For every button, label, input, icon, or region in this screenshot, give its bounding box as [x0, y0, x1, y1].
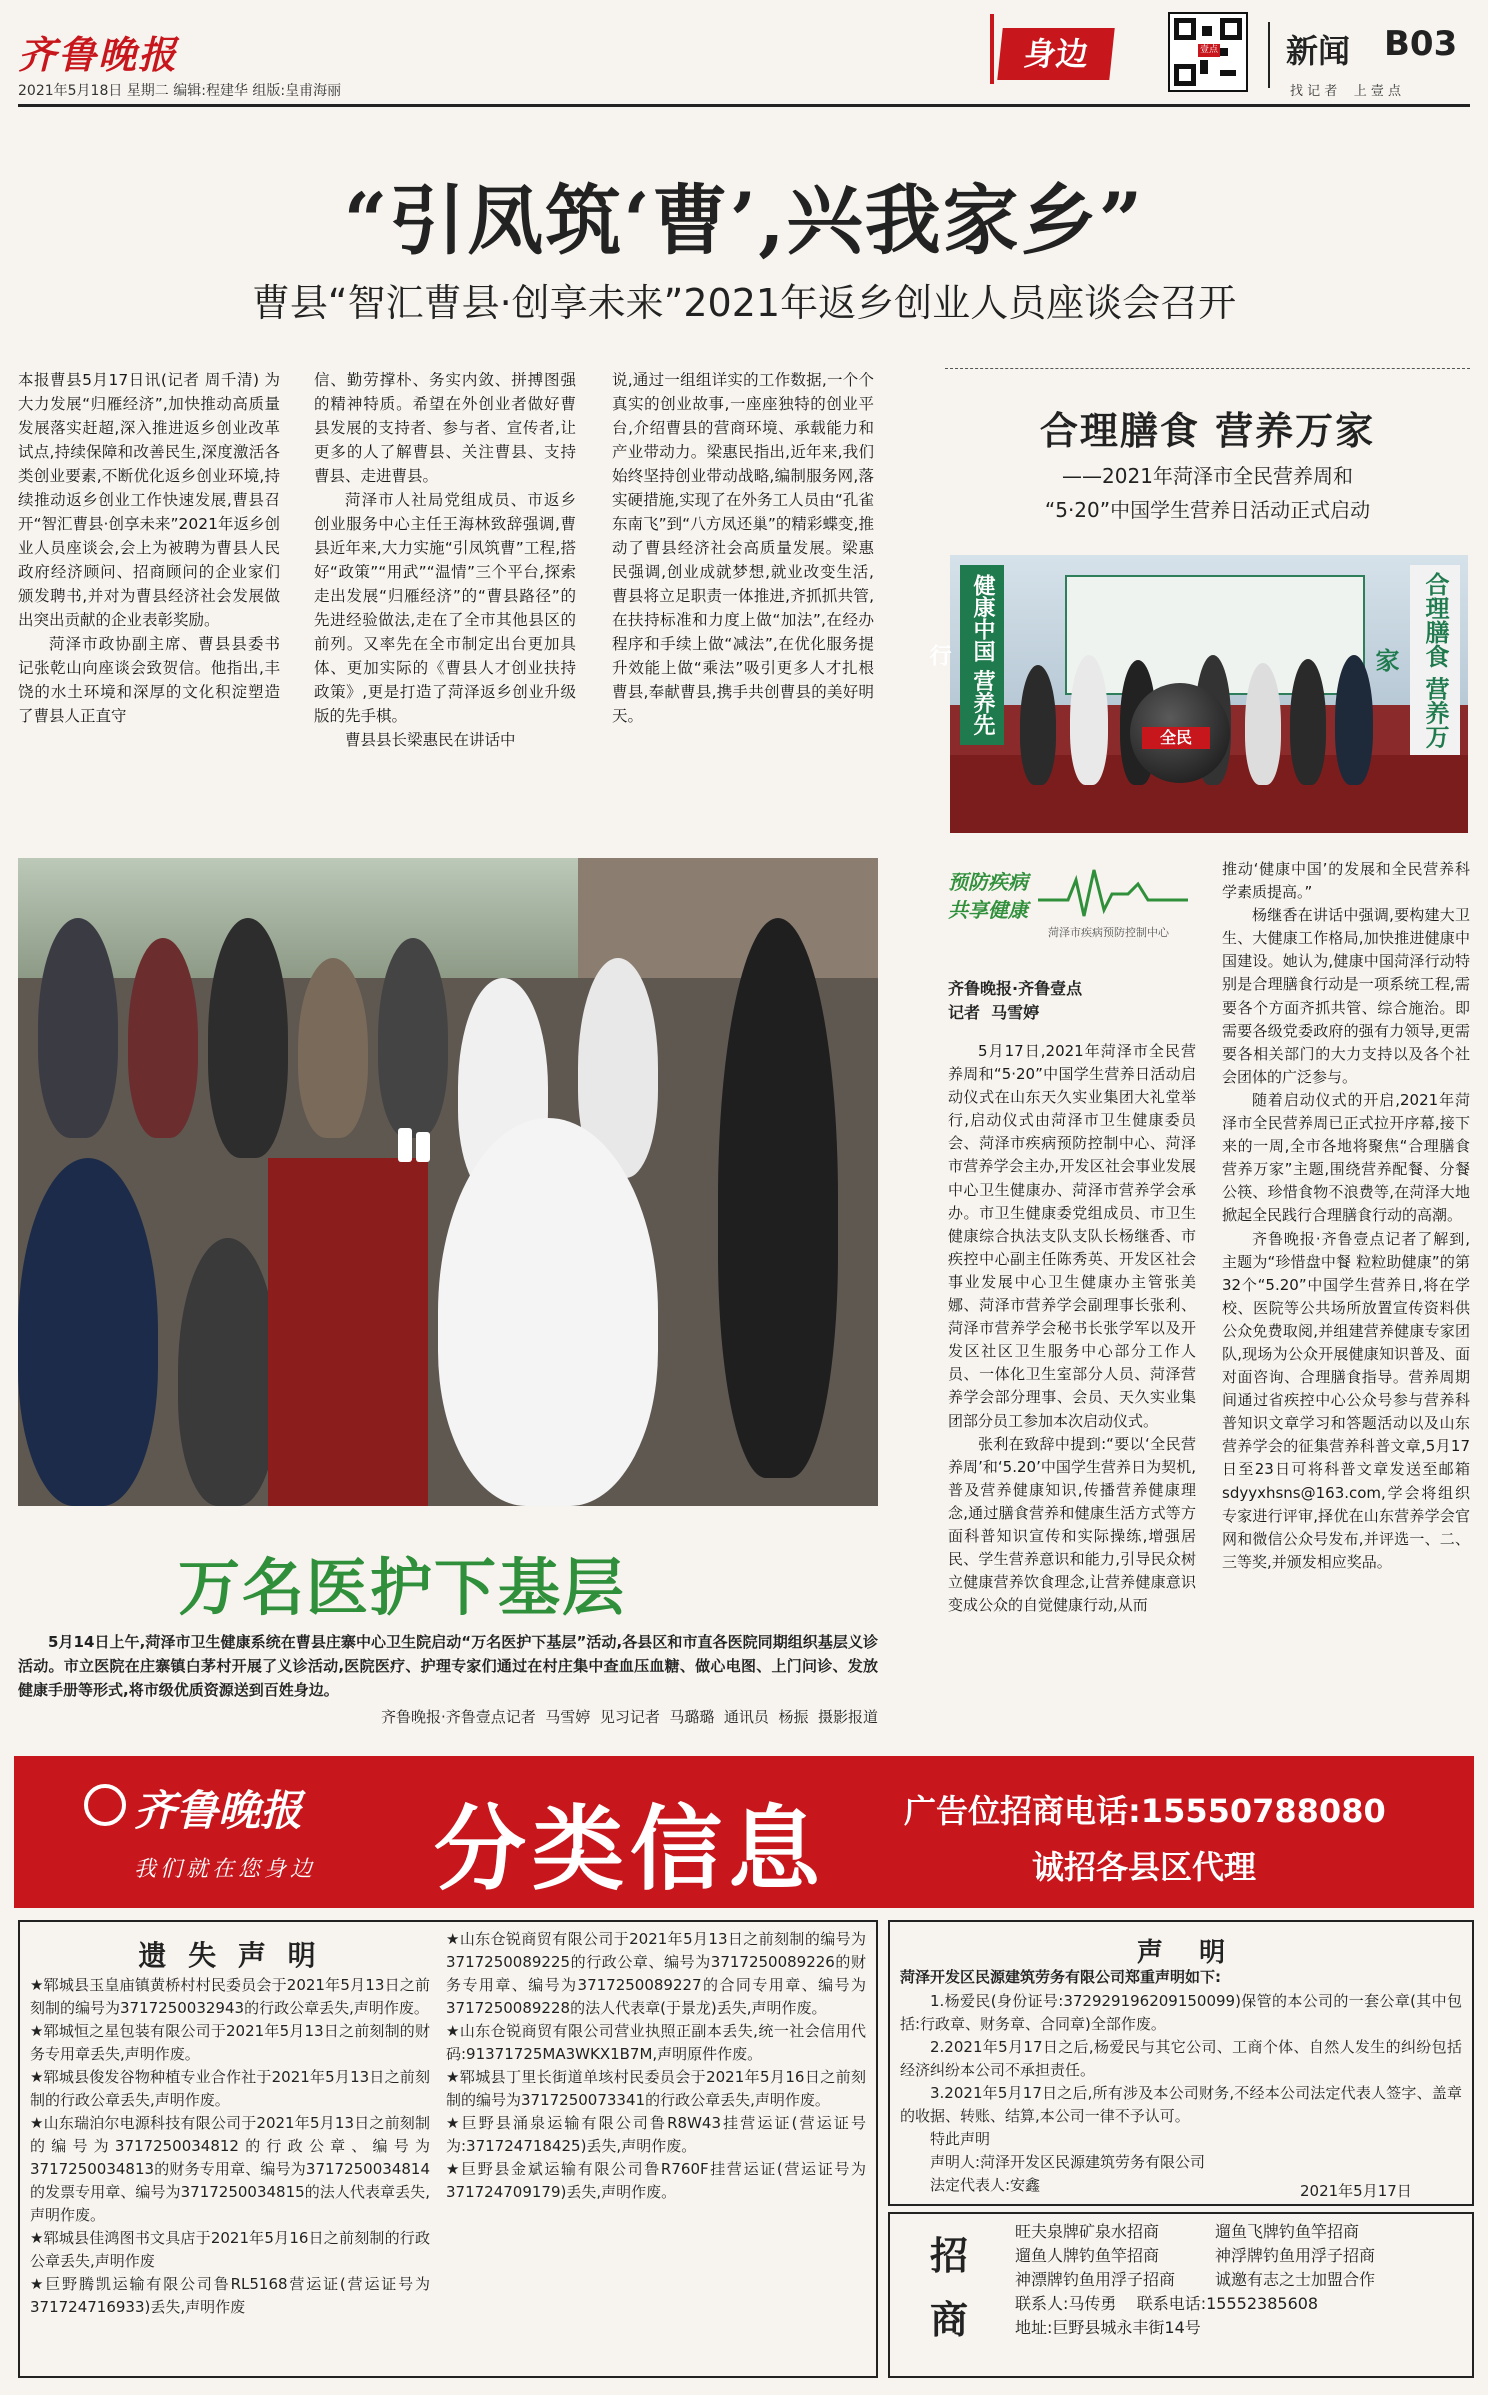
lost-col1 [30, 1974, 430, 2374]
header-rule [18, 104, 1470, 107]
recruit-row [1015, 2244, 1465, 2268]
lost-notice-title: 遗 失 声 明 [138, 1939, 322, 1972]
statement-head: 菏泽开发区民源建筑劳务有限公司郑重声明如下: [900, 1968, 1222, 1986]
article2-top-rule [945, 368, 1470, 369]
statement-items [900, 1990, 1462, 2197]
logo-caption: 菏泽市疾病预防控制中心 [1048, 926, 1169, 939]
paragraph: 杨继香在讲话中强调,要构建大卫生、大健康工作格局,加快推进健康中国建设。她认为,健康中国菏泽行动特别是合理膳食行动是一项系统工程,需要各个方面齐抓共管、综合施治。即需要各级党委政府的强有力领导,更需要各相关部门的大力支持以及各个社会团体的广泛参与。 [1222, 906, 1470, 1086]
section-accent-bar [990, 14, 994, 84]
article2-title: 合理膳食 营养万家 [1039, 409, 1376, 453]
article2-subtitle-1: ——2021年菏泽市全民营养周和 [1062, 464, 1353, 488]
notice-item: ★巨野县涌泉运输有限公司鲁R8W43挂营运证(营运证号为:371724718425)丢失,声明作废。 [446, 2114, 866, 2155]
paragraph: 张利在致辞中提到:“要以‘全民营养周’和‘5.20’中国学生营养日为契机,普及营养健康知识,传播营养健康理念,通过膳食营养和健康生活方式等方面科普知识宣传和实际操练,增强居民、学生营养意识和能力,引导民众树立健康营养饮食理念,让营养健康意识变成公众的自觉健康行动,从而 [948, 1434, 1196, 1615]
statement-date: 2021年5月17日 [1300, 2182, 1412, 2200]
notice-item: ★山东瑞泊尔电源科技有限公司于2021年5月13日之前刻制的编号为3717250034812的行政公章、编号为3717250034813的财务专用章、编号为3717250034814的发票专用章、编号为3717250034815的法人代表章丢失,声明作废。 [30, 2114, 430, 2224]
statement-title: 声 明 [1136, 1938, 1226, 1968]
paragraph: 5月17日,2021年菏泽市全民营养周和“5·20”中国学生营养日活动启动仪式在山东天久实业集团大礼堂举行,启动仪式由菏泽市卫生健康委员会、菏泽市疾病预防控制中心、菏泽市营养学会主办,开发区社会事业发展中心卫生健康办、菏泽市营养学会承办。市卫生健康委党组成员、市卫生健康综合执法支队支队长杨继香、市疾控中心副主任陈秀英、开发区社会事业发展中心卫生健康办主管张美娜、菏泽市营养学会副理事长张利、菏泽市营养学会秘书长张学军以及开发区社区卫生服务中心部分工作人员、一体化卫生室部分人员、菏泽营养学会部分理事、会员、天久实业集团部分员工参加本次启动仪式。 [948, 1042, 1196, 1430]
article2-colA [948, 1040, 1196, 1617]
lost-col2 [446, 1928, 866, 2374]
article2-subtitle-2: “5·20”中国学生营养日活动正式启动 [1044, 498, 1371, 522]
recruit-list [1015, 2220, 1465, 2340]
notice-item: ★巨野县金斌运输有限公司鲁R760F挂营运证(营运证号为371724709179)丢失,声明作废。 [446, 2160, 866, 2201]
recruit-address: 地址:巨野县城永丰街14号 [1015, 2318, 1201, 2337]
statement-item: 1.杨爱民(身份证号:372929196209150099)保管的本公司的一套公章(其中包括:行政章、财务章、合同章)全部作废。 [900, 1992, 1462, 2033]
notice-item: ★郓城县俊发谷物种植专业合作社于2021年5月13日之前刻制的行政公章丢失,声明作废。 [30, 2068, 430, 2109]
classified-title: 分类信息 [434, 1796, 827, 1903]
paragraph: 说,通过一组组详实的工作数据,一个个真实的创业故事,一座座独特的创业平台,介绍曹县的营商环境、承载能力和产业带动力。梁惠民指出,近年来,我们始终坚持创业带动战略,编制服务网,落实硬措施,实现了在外务工人员由“孔雀东南飞”到“八方凤还巢”的精彩蝶变,推动了曹县经济社会高质量发展。梁惠民强调,创业成就梦想,就业改变生活,曹县将立足职责一体推进,齐抓抓共管,在扶持标准和力度上做“加法”,在经办程序和手续上做“减法”,在优化服务提升效能上做“乘法”吸引更多人才扎根曹县,奉献曹县,携手共创曹县的美好明天。 [612, 371, 874, 725]
recruit-item: 诚邀有志之士加盟合作 [1215, 2270, 1376, 2289]
qr-code[interactable] [1168, 12, 1248, 92]
masthead: 齐鲁晚报 [18, 32, 179, 77]
article1-col1 [18, 368, 280, 728]
paragraph: 推动‘健康中国’的发展和全民营养科学素质提高。” [1222, 860, 1470, 902]
byline-2: 记者 马雪婷 [948, 1003, 1040, 1022]
recruit-row [1015, 2268, 1465, 2292]
agent-recruit: 诚招各县区代理 [1032, 1848, 1257, 1886]
ceremony-photo [926, 555, 1468, 833]
statement-signer: 声明人:菏泽开发区民源建筑劳务有限公司 [930, 2153, 1206, 2171]
statement-legal: 法定代表人:安鑫 [930, 2176, 1041, 2194]
statement-special: 特此声明 [930, 2130, 991, 2148]
statement-item: 3.2021年5月17日之后,所有涉及本公司财务,不经本公司法定代表人签字、盖章的收据、转账、结算,本公司一律不予认可。 [900, 2084, 1462, 2125]
brand-mark-icon [84, 1784, 126, 1826]
notice-item: ★郓城县佳鸿图书文具店于2021年5月16日之前刻制的行政公章丢失,声明作废 [30, 2229, 430, 2270]
notice-item: ★郓城县丁里长街道单垓村民委员会于2021年5月16日之前刻制的编号为3717250073341的行政公章丢失,声明作废。 [446, 2068, 866, 2109]
recruit-item: 神浮牌钓鱼用浮子招商 [1215, 2246, 1376, 2265]
date-line: 2021年5月18日 星期二 编辑:程建华 组版:皇甫海丽 [18, 83, 342, 99]
photo-ball-text: 全民 [1142, 727, 1210, 749]
article1-col2 [314, 368, 576, 752]
notice-item: ★山东仓锐商贸有限公司于2021年5月13日之前刻制的编号为3717250089225的行政公章、编号为3717250089226的财务专用章、编号为3717250089227的合同专用章、编号为3717250089228的法人代表章(于景龙)丢失,声明作废。 [446, 1930, 866, 2017]
contact-line: 找 记 者 上 壹 点 [1290, 84, 1402, 99]
ad-hotline: 广告位招商电话:15550788080 [904, 1792, 1386, 1830]
article1-col3 [612, 368, 874, 728]
classified-banner [14, 1756, 1474, 1908]
page-number: B03 [1384, 24, 1458, 64]
recruit-item: 遛鱼飞牌钓鱼竿招商 [1215, 2222, 1360, 2241]
classified-logo: 齐鲁晚报 [134, 1786, 303, 1835]
headline-title: “引凤筑‘曹’,兴我家乡” [343, 176, 1145, 265]
article3-caption: 5月14日上午,菏泽市卫生健康系统在曹县庄寨中心卫生院启动“万名医护下基层”活动,各县区和市直各医院同期组织基层义诊活动。市立医院在庄寨镇白茅村开展了义诊活动,医院医疗、护理专家们通过在村庄集中查血压血糖、做心电图、上门问诊、发放健康手册等形式,将市级优质资源送到百姓身边。 [18, 1633, 878, 1699]
section-tag: 身边 [997, 28, 1114, 80]
notice-item: ★郓城县玉皇庙镇黄桥村村民委员会于2021年5月13日之前刻制的编号为3717250032943的行政公章丢失,声明作废。 [30, 1976, 430, 2017]
recruit-row [1015, 2220, 1465, 2244]
paragraph: 信、勤劳撑朴、务实内敛、拼搏图强的精神特质。希望在外创业者做好曹县发展的支持者、参与者、宣传者,让更多的人了解曹县、关注曹县、支持曹县、走进曹县。 [314, 371, 576, 485]
notice-item: ★巨野腾凯运输有限公司鲁RL5168营运证(营运证号为371724716933)丢失,声明作废 [30, 2275, 430, 2316]
article2-colB [1222, 858, 1470, 1574]
qr-caption: 壹点 [1199, 45, 1218, 55]
clinic-photo [18, 858, 878, 1506]
logo-text-1: 预防疾病 [948, 870, 1028, 894]
recruit-item: 神漂牌钓鱼用浮子招商 [1015, 2270, 1176, 2289]
paragraph: 菏泽市政协副主席、曹县县委书记张乾山向座谈会致贺信。他指出,丰饶的水土环境和深厚的文化积淀塑造了曹县人正直守 [18, 635, 280, 725]
notice-item: ★郓城恒之星包装有限公司于2021年5月13日之前刻制的财务专用章丢失,声明作废。 [30, 2022, 430, 2063]
classified-slogan: 我们就在您身边 [134, 1857, 317, 1882]
byline-1: 齐鲁晚报·齐鲁壹点 [948, 979, 1083, 998]
photo-banner-left: 健康中国 营养先行 [960, 565, 1004, 745]
header-divider [1268, 22, 1270, 88]
recruit-contact: 联系人:马传勇 联系电话:15552385608 [1015, 2294, 1319, 2313]
section-name: 新闻 [1286, 32, 1351, 70]
statement-item: 2.2021年5月17日之后,杨爱民与其它公司、工商个体、自然人发生的纠纷包括经济纠纷本公司不承担责任。 [900, 2038, 1462, 2079]
article3-credit: 齐鲁晚报·齐鲁壹点记者 马雪婷 见习记者 马璐璐 通讯员 杨振 摄影报道 [381, 1708, 878, 1726]
paragraph: 本报曹县5月17日讯(记者 周千清) 为大力发展“归雁经济”,加快推动高质量发展落实赶超,深入推进返乡创业改革试点,持续保障和改善民生,深度激活各类创业要素,不断优化返乡创业环境,持续推动返乡创业工作快速发展,曹县召开“智汇曹县·创享未来”2021年返乡创业人员座谈会,会上为被聘为曹县人民政府经济顾问、招商顾问的企业家们颁发聘书,并对为曹县经济社会发展做出突出贡献的企业表彰奖励。 [18, 371, 280, 629]
recruit-item: 旺夫泉牌矿泉水招商 [1015, 2222, 1160, 2241]
notice-item: ★山东仓锐商贸有限公司营业执照正副本丢失,统一社会信用代码:91371725MA3WKX1B7M,声明原件作废。 [446, 2022, 866, 2063]
paragraph: 曹县县长梁惠民在讲话中 [345, 731, 516, 749]
paragraph: 随着启动仪式的开启,2021年菏泽市全民营养周已正式拉开序幕,接下来的一周,全市各地将聚焦“合理膳食 营养万家”主题,围绕营养配餐、分餐公筷、珍惜食物不浪费等,在菏泽大地掀起全民践行合理膳食行动的高潮。 [1222, 1090, 1470, 1225]
recruit-title: 招商 [930, 2234, 969, 2342]
paragraph: 齐鲁晚报·齐鲁壹点记者了解到,主题为“珍惜盘中餐 粒粒助健康”的第32个“5.20”中国学生营养日,将在学校、医院等公共场所放置宣传资料供公众免费取阅,并组建营养健康专家团队,现场为公众开展健康知识普及、面对面咨询、合理膳食指导。营养周期间通过省疾控中心公众号参与营养科普知识文章学习和答题活动以及山东营养学会的征集营养科普文章,5月17日至23日可将科普文章发送至邮箱sdyyxhsns@163.com,学会将组织专家进行评审,择优在山东营养学会官网和微信公众号发布,并评选一、二、三等奖,并颁发相应奖品。 [1222, 1229, 1470, 1571]
photo-banner-right: 合理膳食 营养万家 [1410, 565, 1460, 755]
cdc-logo [948, 862, 1193, 952]
paragraph: 菏泽市人社局党组成员、市返乡创业服务中心主任王海林致辞强调,曹县近年来,大力实施“引凤筑曹”工程,搭好“政策”“用武”“温情”三个平台,探索走出发展“归雁经济”的“曹县路径”的先进经验做法,走在了全市其他县区的前列。又率先在全市制定出台更加具体、更加实际的《曹县人才创业扶持政策》,更是打造了菏泽返乡创业升级版的先手棋。 [314, 491, 576, 725]
heartbeat-icon [1038, 866, 1188, 922]
logo-text-2: 共享健康 [948, 898, 1028, 922]
headline-subtitle: 曹县“智汇曹县·创享未来”2021年返乡创业人员座谈会召开 [251, 281, 1237, 325]
recruit-item: 遛鱼人牌钓鱼竿招商 [1015, 2246, 1160, 2265]
article3-title: 万名医护下基层 [178, 1551, 627, 1624]
